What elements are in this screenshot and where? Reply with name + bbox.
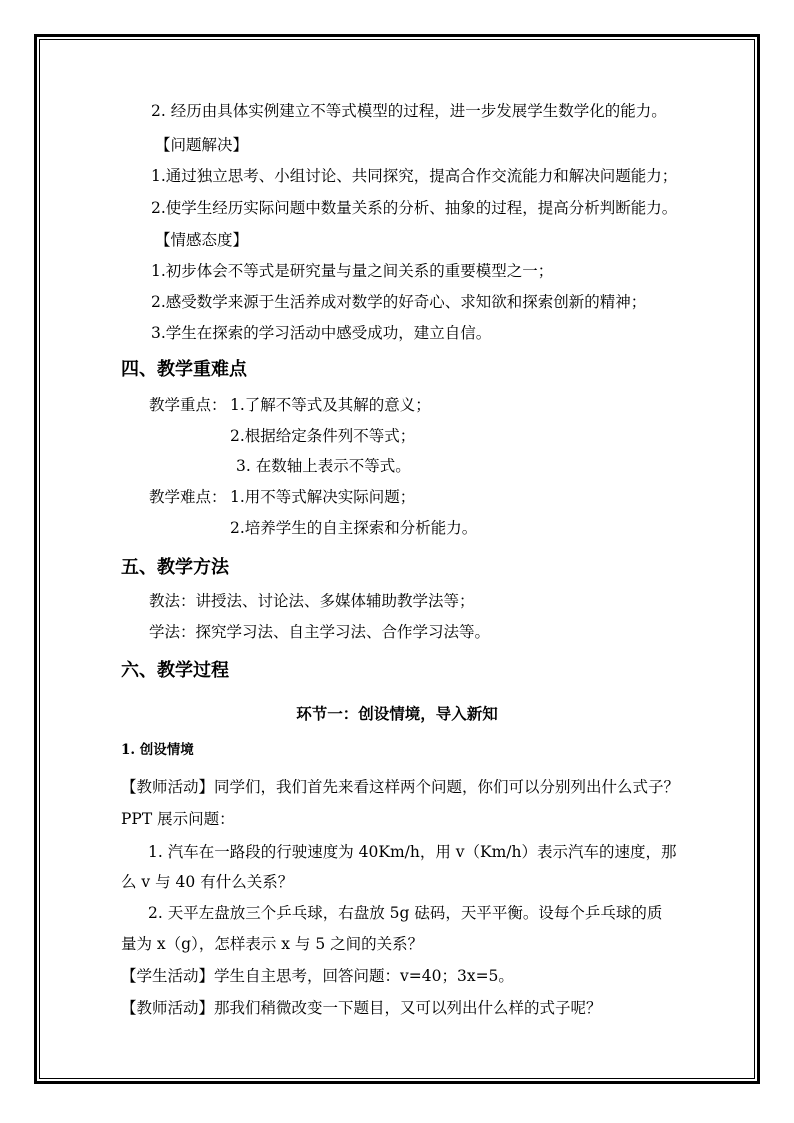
section-4-heading: 四、教学重难点 xyxy=(121,359,247,380)
goal-item-2: 2. 经历由具体实例建立不等式模型的过程，进一步发展学生数学化的能力。 xyxy=(151,102,667,120)
key-points-label: 教学重点： xyxy=(149,396,227,414)
problem-solving-item-1: 1.通过独立思考、小组讨论、共同探究，提高合作交流能力和解决问题能力； xyxy=(151,167,678,185)
difficulty-2: 2.培养学生的自主探索和分析能力。 xyxy=(230,519,478,537)
learning-methods: 学法：探究学习法、自主学习法、合作学习法等。 xyxy=(149,623,491,641)
difficulty-1: 1.用不等式解决实际问题； xyxy=(230,488,416,506)
link-1-title: 环节一：创设情境，导入新知 xyxy=(296,704,498,723)
subsection-1-title: 1. 创设情境 xyxy=(121,742,194,758)
key-point-2: 2.根据给定条件列不等式； xyxy=(230,427,416,445)
problem-solving-item-2: 2.使学生经历实际问题中数量关系的分析、抽象的过程，提高分析判断能力。 xyxy=(151,199,678,217)
attitude-item-2: 2.感受数学来源于生活养成对数学的好奇心、求知欲和探索创新的精神； xyxy=(151,293,647,311)
attitude-item-1: 1.初步体会不等式是研究量与量之间关系的重要模型之一； xyxy=(151,262,554,280)
attitude-item-3: 3.学生在探索的学习活动中感受成功，建立自信。 xyxy=(151,324,492,342)
section-6-heading: 六、教学过程 xyxy=(121,660,229,681)
key-point-3: 3. 在数轴上表示不等式。 xyxy=(236,457,411,475)
attitude-label: 【情感态度】 xyxy=(155,231,249,249)
question-1-line-1: 1. 汽车在一路段的行驶速度为 40Km/h，用 v（Km/h）表示汽车的速度，那 xyxy=(148,843,677,861)
student-activity-1: 【学生活动】学生自主思考，回答问题：v=40；3x=5。 xyxy=(121,967,514,985)
teacher-activity-2: 【教师活动】那我们稍微改变一下题目，又可以列出什么样的式子呢？ xyxy=(121,999,602,1017)
question-2-line-2: 量为 x（g），怎样表示 x 与 5 之间的关系？ xyxy=(121,935,424,953)
problem-solving-label: 【问题解决】 xyxy=(155,136,249,154)
difficulties-label: 教学难点： xyxy=(149,488,227,506)
teaching-methods: 教法：讲授法、讨论法、多媒体辅助教学法等； xyxy=(149,592,475,610)
section-5-heading: 五、教学方法 xyxy=(121,557,229,578)
key-point-1: 1.了解不等式及其解的意义； xyxy=(230,396,431,414)
question-2-line-1: 2. 天平左盘放三个乒乓球，右盘放 5g 砝码，天平平衡。设每个乒乓球的质 xyxy=(148,904,663,922)
ppt-label: PPT 展示问题： xyxy=(121,810,235,828)
teacher-activity-1: 【教师活动】同学们，我们首先来看这样两个问题，你们可以分别列出什么式子？ xyxy=(121,778,680,796)
question-1-line-2: 么 v 与 40 有什么关系？ xyxy=(121,873,294,891)
